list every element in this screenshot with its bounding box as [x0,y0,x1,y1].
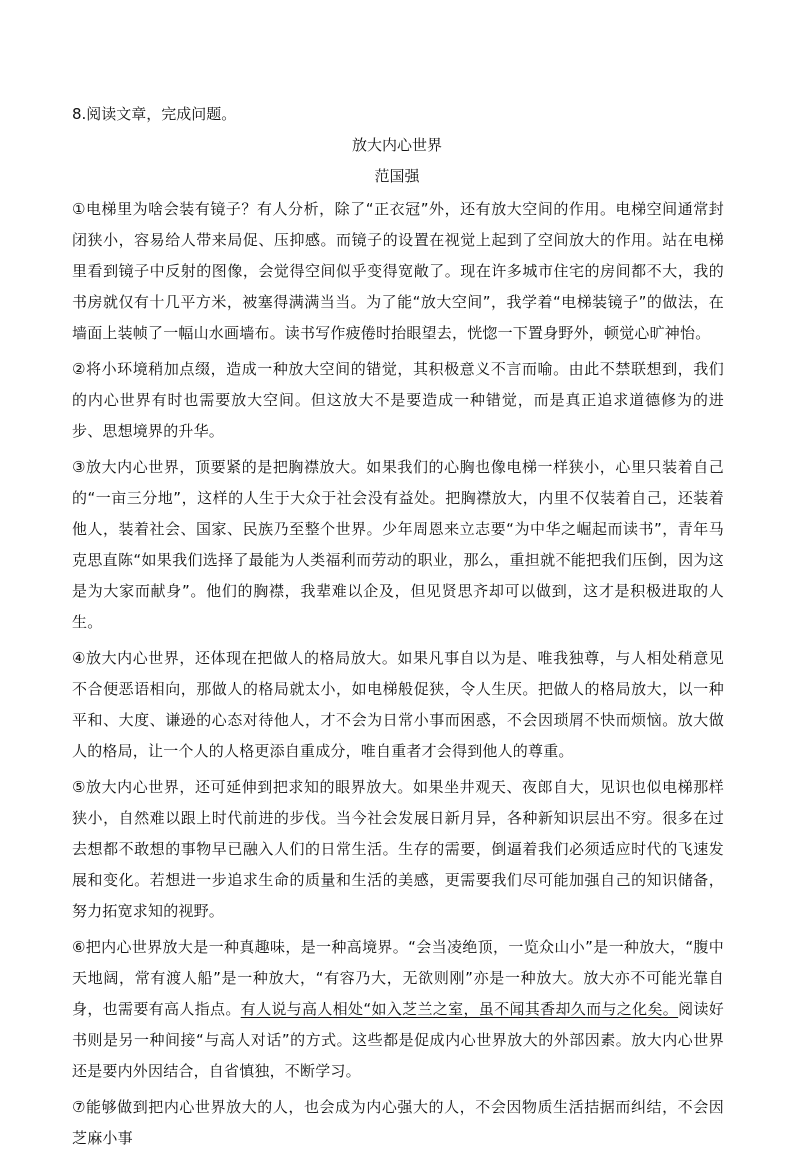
paragraph-6-text-before: ⑥把内心世界放大是一种真趣味，是一种高境界。“会当凌绝顶，一览众山小”是一种放大，“腹中天地阔，常有渡人船”是一种放大，“有容乃大，无欲则刚”亦是一种放大。放大亦不可能光靠自身，也需要有高人指点。 [72,938,724,1018]
paragraph-6 [72,932,724,1087]
paragraph-1: ①电梯里为啥会装有镜子？有人分析，除了“正衣冠”外，还有放大空间的作用。电梯空间通常封闭狭小，容易给人带来局促、压抑感。而镜子的设置在视觉上起到了空间放大的作用。站在电梯里看到镜子中反射的图像，会觉得空间似乎变得宽敞了。现在许多城市住宅的房间都不大，我的书房就仅有十几平方米，被塞得满满当当。为了能“放大空间”，我学着“电梯装镜子”的做法，在墙面上装帧了一幅山水画墙布。读书写作疲倦时抬眼望去，恍惚一下置身野外，顿觉心旷神怡。 [72,200,724,342]
question-prompt: 8.阅读文章，完成问题。 [72,105,237,123]
article-author: 范国强 [374,167,420,185]
paragraph-4: ④放大内心世界，还体现在把做人的格局放大。如果凡事自以为是、唯我独尊，与人相处稍意见不合便恶语相向，那做人的格局就太小，如电梯般促狭，令人生厌。把做人的格局放大，以一种平和、大度、谦逊的心态对待他人，才不会为日常小事而困惑，不会因琐屑不快而烦恼。放大做人的格局，让一个人的人格更添自重成分，唯自重者才会得到他人的尊重。 [72,649,724,760]
article-body [72,194,724,1159]
paragraph-7: ⑦能够做到把内心世界放大的人，也会成为内心强大的人，不会因物质生活拮据而纠结，不会因芝麻小事 [72,1098,724,1147]
article-title: 放大内心世界 [351,136,442,154]
paragraph-2: ②将小环境稍加点缀，造成一种放大空间的错觉，其积极意义不言而喻。由此不禁联想到，我们的内心世界有时也需要放大空间。但这放大不是要造成一种错觉，而是真正追求道德修为的进步、思想境界的升华。 [72,360,724,440]
paragraph-6-text-after: 阅读好书则是另一种间接“与高人对话”的方式。这些都是促成内心世界放大的外部因素。放大内心世界还是要内外因结合，自省慎独，不断学习。 [72,1000,724,1080]
paragraph-5: ⑤放大内心世界，还可延伸到把求知的眼界放大。如果坐井观天、夜郎自大，见识也似电梯那样狭小，自然难以跟上时代前进的步伐。当今社会发展日新月异，各种新知识层出不穷。很多在过去想都不敢想的事物早已融入人们的日常生活。生存的需要，倒逼着我们必须适应时代的飞速发展和变化。若想进一步追求生命的质量和生活的美感，更需要我们尽可能加强自己的知识储备，努力拓宽求知的视野。 [72,778,724,920]
underlined-sentence: 有人说与高人相处“如入芝兰之室，虽不闻其香却久而与之化矣。 [240,1000,679,1018]
paragraph-3: ③放大内心世界，顶要紧的是把胸襟放大。如果我们的心胸也像电梯一样狭小，心里只装着自己的“一亩三分地”，这样的人生于大众于社会没有益处。把胸襟放大，内里不仅装着自己，还装着他人，装着社会、国家、民族乃至整个世界。少年周恩来立志要“为中华之崛起而读书”，青年马克思直陈“如果我们选择了最能为人类福利而劳动的职业，那么，重担就不能把我们压倒，因为这是为大家而献身”。他们的胸襟，我辈难以企及，但见贤思齐却可以做到，这才是积极进取的人生。 [72,458,724,631]
